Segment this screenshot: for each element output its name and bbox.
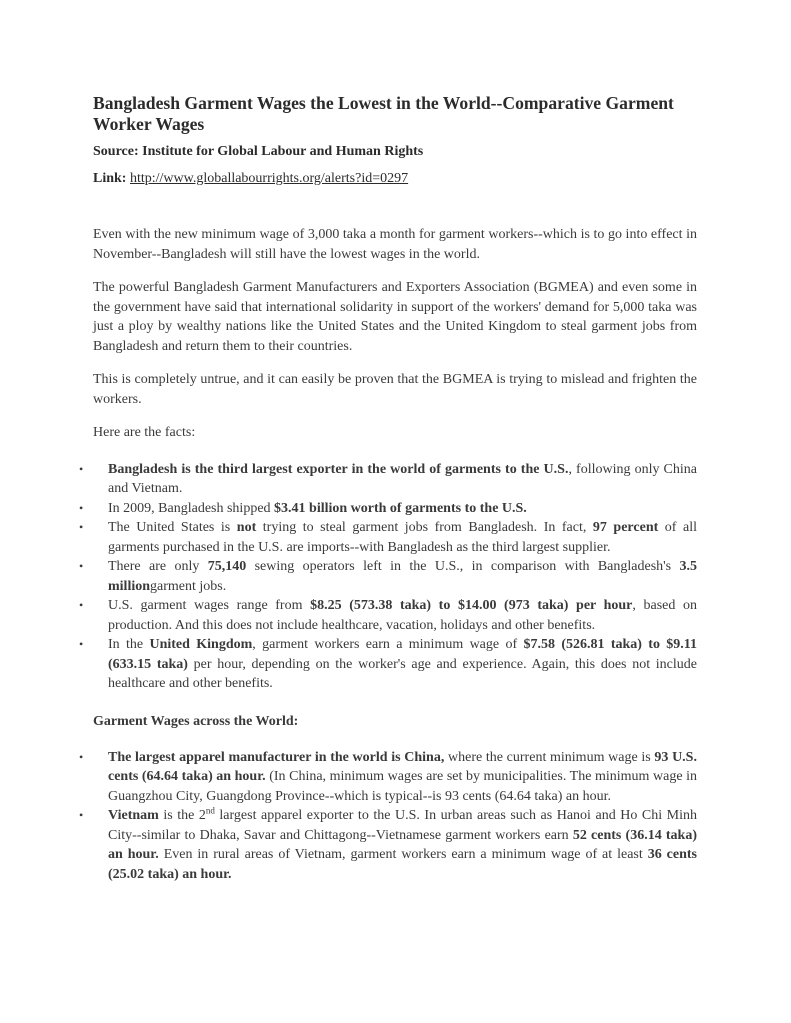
list-item: • There are only 75,140 sewing operators left in the U.S., in comparison with Bangladesh's 3.5 milliongarment jobs. xyxy=(79,559,697,594)
bullet-icon: • xyxy=(79,637,84,651)
paragraph-bgmea-claim: The powerful Bangladesh Garment Manufacturers and Exporters Association (BGMEA) and even some in the government have said that international solidarity in support of the workers' demand for 5,000 taka was just a ploy by wealthy nations like the United States and the United Kingdom to steal garment jobs from Bangladesh and return them to their countries. xyxy=(93,280,697,354)
world-wages-list xyxy=(79,748,697,885)
source-line: Source: Institute for Global Labour and Human Rights xyxy=(93,144,424,159)
document-page xyxy=(79,93,698,884)
bullet-icon: • xyxy=(79,461,84,476)
bullet-icon: • xyxy=(79,808,84,822)
list-item: • Bangladesh is the third largest exporter in the world of garments to the U.S., following only China and Vietnam. xyxy=(79,461,697,496)
bullet-icon: • xyxy=(79,749,84,764)
list-item: • The largest apparel manufacturer in the world is China, where the current minimum wage is 93 U.S. cents (64.64 taka) an hour. (In China, minimum wages are set by municipalities. The minimum wage in Guangzhou City, Guangdong Province--which is typical--is 93 cents (64.64 taka) an hour. xyxy=(79,749,697,804)
section-heading: Garment Wages across the World: xyxy=(93,713,299,729)
facts-list xyxy=(79,460,698,694)
bullet-icon: • xyxy=(79,598,84,612)
paragraph-facts-intro: Here are the facts: xyxy=(93,425,196,440)
bullet-icon: • xyxy=(79,500,84,515)
link-label: Link: xyxy=(93,171,127,186)
list-item: • U.S. garment wages range from $8.25 (573.38 taka) to $14.00 (973 taka) per hour, based on production. And this does not include healthcare, vacation, holidays and other benefits. xyxy=(79,598,697,633)
document-title: Bangladesh Garment Wages the Lowest in the World--Comparative Garment Worker Wages xyxy=(93,93,674,134)
list-item: • In 2009, Bangladesh shipped $3.41 billion worth of garments to the U.S. xyxy=(93,499,697,519)
bullet-icon: • xyxy=(79,559,84,573)
link-line xyxy=(93,170,697,188)
list-item: • Vietnam is the 2nd largest apparel exporter to the U.S. In urban areas such as Hanoi and Ho Chi Minh City--similar to Dhaka, Savar and Chittagong--Vietnamese garment workers earn 52 cents (36.14 taka) an hour. Even in rural areas of Vietnam, garment workers earn a minimum wage of at least 36 cents (25.02 taka) an hour. xyxy=(79,805,697,882)
list-item: • The United States is not trying to steal garment jobs from Bangladesh. In fact, 97 percent of all garments purchased in the U.S. are imports--with Bangladesh as the third largest supplier. xyxy=(79,520,697,555)
list-item: • In the United Kingdom, garment workers earn a minimum wage of $7.58 (526.81 taka) to $9.11 (633.15 taka) per hour, depending on the worker's age and experience. Again, this does not include healthcare and other benefits. xyxy=(79,637,698,691)
paragraph-untrue: This is completely untrue, and it can easily be proven that the BGMEA is trying to mislead and frighten the workers. xyxy=(93,372,697,407)
paragraph-minimum-wage: Even with the new minimum wage of 3,000 taka a month for garment workers--which is to go into effect in November--Bangladesh will still have the lowest wages in the world. xyxy=(93,227,697,262)
source-link[interactable]: http://www.globallabourrights.org/alerts?id=0297 xyxy=(129,171,409,186)
bullet-icon: • xyxy=(79,520,84,534)
